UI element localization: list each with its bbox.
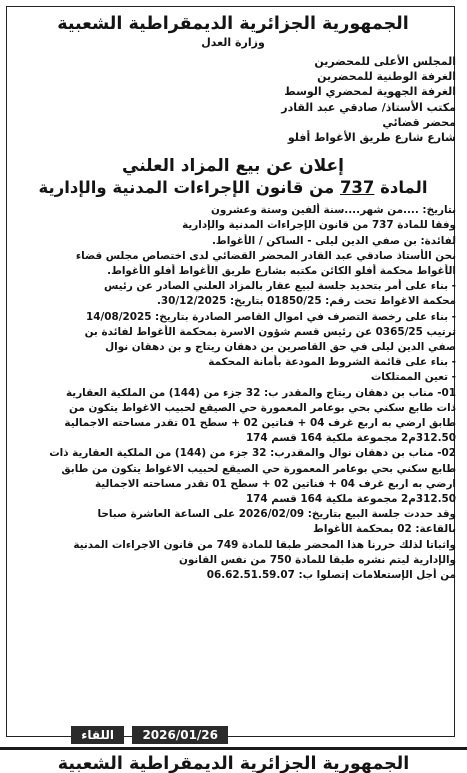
body-line: طابع سكني بحي بوعامر المعمورة حي الصيقع لحبيب الاغواط يتكون من طابق <box>61 462 456 475</box>
ministry-name: وزارة العدل <box>201 36 265 49</box>
republic-header: الجمهورية الجزائرية الديمقراطية الشعبية <box>57 14 409 34</box>
body-line: من أجل الإستعلامات إتصلوا ب: 06.62.51.59.07 <box>206 569 456 582</box>
body-line: - بناء على رخصة التصرف في اموال القاصر الصادرة بتاريخ: 14/08/2025 <box>86 310 456 323</box>
article-prefix: المادة <box>380 178 428 198</box>
notice-body <box>10 203 456 583</box>
body-line: صفي الدين ليلى في حق القاصرين بن دهقان ريتاج و بن دهقان نوال <box>105 341 456 354</box>
org-line: الغرفة الجهوية لمحضري الوسط <box>284 85 456 99</box>
org-line: الغرفة الوطنية للمحضرين <box>317 70 456 84</box>
body-line: ارضي به اربع غرف 04 + فناتين 02 + سطح 01 تقدر مساحته الاجمالية <box>94 477 456 490</box>
body-line: ترتيب 0365/25 عن رئيس قسم شؤون الاسرة بمحكمة الأغواط لفائدة بن <box>84 325 456 338</box>
body-line: وفقا للمادة 737 من قانون الإجراءات المدنية والإدارية <box>182 219 456 232</box>
publication-date: 2026/01/26 <box>132 726 228 744</box>
org-line: المجلس الأعلى للمحضرين <box>314 55 456 68</box>
body-line: - تعين الممتلكات <box>370 371 456 384</box>
body-line: 312.50م2 مجموعة ملكية 164 قسم 174 <box>245 493 456 506</box>
body-line: والإدارية ليتم نشره طبقا للمادة 750 من نفس القانون <box>178 553 456 566</box>
org-line: شارع شارع طريق الأغواط أفلو <box>287 131 456 145</box>
body-line: محكمة الاغواط تحت رقم: 01850/25 بتاريخ: 30/12/2025. <box>156 295 456 308</box>
body-line: الأغواط محكمة أفلو الكائن مكتبه بشارع طريق الأغواط أفلو الأغواط. <box>107 265 456 278</box>
section-divider <box>0 747 467 750</box>
body-line: نحن الأستاذ صادقي عبد القادر المحضر القضائي لدى اختصاص مجلس قضاء <box>75 249 456 262</box>
body-line: 02- مناب بن دهقان نوال والمقدرب: 32 جزء من (144) من الملكية العقارية ذات <box>49 447 456 460</box>
body-line: بالقاعة: 02 بمحكمة الأغواط <box>313 523 456 536</box>
org-line: مكتب الأستاذ/ صادقي عبد القادر <box>281 100 456 114</box>
body-line: - بناء على قائمة الشروط المودعة بأمانة المحكمة <box>208 356 456 369</box>
auction-title: إعلان عن بيع المزاد العلني <box>122 156 344 177</box>
newspaper-name: اللقاء <box>71 726 124 744</box>
next-ad-header: الجمهورية الجزائرية الديمقراطية الشعبية <box>57 754 410 773</box>
body-line: وقد حددت جلسة البيع بتاريخ: 2026/02/09 على الساعة العاشرة صباحا <box>97 508 456 521</box>
body-line: طابق ارضي به اربع غرف 04 + فناتين 02 + سطح 01 تقدر مساحته الاجمالية <box>64 417 456 430</box>
body-line: ذات طابع سكني بحي بوعامر المعمورة حي الصيقع لحبيب الاغواط يتكون من <box>69 401 456 414</box>
body-line: 312.50م2 مجموعة ملكية 164 قسم 174 <box>245 432 456 445</box>
org-block <box>10 54 456 145</box>
body-line: بتاريخ: ....من شهر....سنة ألفين وستة وعشرون <box>211 204 456 217</box>
article-title <box>10 177 456 199</box>
article-number: 737 <box>339 178 375 198</box>
body-line: - بناء على أمر بتحديد جلسة لبيع عقار بالمزاد العلني الصادر عن رئيس <box>103 280 456 293</box>
article-suffix: من قانون الإجراءات المدنية والإدارية <box>38 178 335 198</box>
publication-footer <box>10 726 450 744</box>
org-line: محضر قضائي <box>382 115 456 129</box>
body-line: 01- مناب بن دهقان ريتاج والمقدر ب: 32 جزء من (144) من الملكية العقارية <box>66 386 456 399</box>
legal-notice <box>10 12 456 583</box>
body-line: واثباتا لذلك حررنا هذا المحضر طبقا للمادة 749 من قانون الاجراءات المدنية <box>73 538 456 551</box>
body-line: لفائدة: بن صفي الدين ليلى - الساكن / الأغواط. <box>211 234 456 247</box>
